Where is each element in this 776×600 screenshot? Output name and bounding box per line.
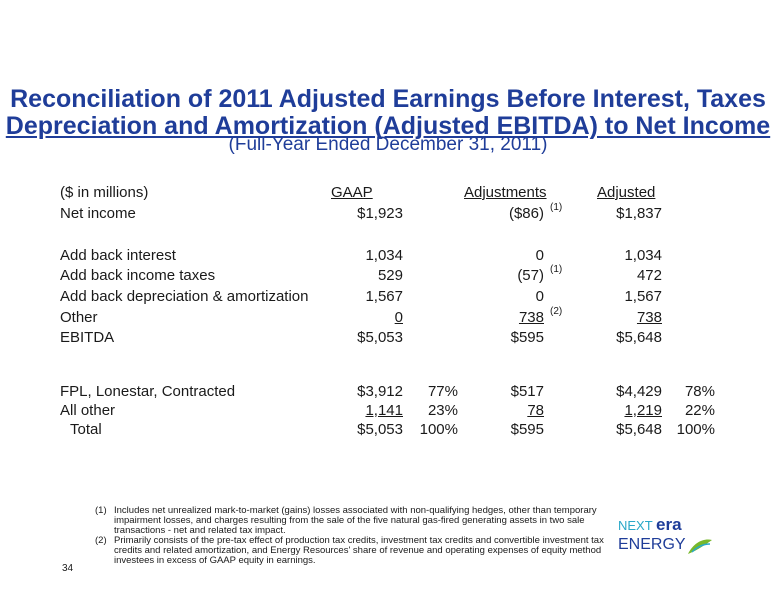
units-label: ($ in millions)	[60, 184, 149, 201]
segment-gaap-pct: 77%	[427, 383, 458, 400]
row-label: Add back depreciation & amortization	[60, 288, 309, 305]
segment-adjustment-value: $595	[510, 421, 544, 438]
adjustment-value: 738	[518, 309, 544, 326]
page-title-line2: Depreciation and Amortization (Adjusted EBITDA) to Net Income	[5, 112, 771, 140]
adjusted-value: 472	[636, 267, 662, 284]
footnote-ref: (2)	[550, 306, 563, 317]
adjusted-value: $5,648	[616, 329, 662, 346]
leaf-icon	[688, 540, 712, 554]
segment-adjusted-pct: 22%	[684, 402, 715, 419]
segment-label: Total	[70, 421, 102, 438]
row-label: Other	[60, 309, 98, 326]
gaap-value: $5,053	[357, 329, 403, 346]
gaap-value: 1,034	[365, 247, 403, 264]
gaap-value: 529	[377, 267, 403, 284]
adjustment-value: (57)	[517, 267, 544, 284]
adjusted-header: Adjusted	[597, 184, 656, 201]
segment-adjusted-value: $5,648	[616, 421, 662, 438]
gaap-value: $1,923	[357, 205, 403, 222]
adjustment-value: $595	[510, 329, 544, 346]
row-label: Add back income taxes	[60, 267, 216, 284]
nextera-energy-logo	[618, 514, 713, 558]
footnote-2-line: investees in excess of GAAP equity in earnings.	[114, 555, 316, 566]
row-label: Net income	[60, 205, 136, 222]
segment-adjusted-pct: 100%	[676, 421, 715, 438]
row-label: EBITDA	[60, 329, 115, 346]
adjusted-value: 738	[636, 309, 662, 326]
adjusted-value: $1,837	[616, 205, 662, 222]
segment-gaap-value: 1,141	[365, 402, 403, 419]
segment-adjusted-value: $4,429	[616, 383, 662, 400]
footnote-1-line: transactions - net and related tax impact.	[114, 525, 286, 536]
gaap-header: GAAP	[331, 184, 373, 201]
segment-gaap-pct: 100%	[419, 421, 458, 438]
footnote-2-line: Primarily consists of the pre-tax effect of production tax credits, investment tax credits and convertible investment tax	[114, 535, 604, 546]
logo-energy-text: ENERGY	[618, 536, 686, 553]
footnote-2-marker: (2)	[95, 535, 107, 546]
row-label: Add back interest	[60, 247, 176, 264]
segment-label: All other	[60, 402, 116, 419]
gaap-value: 1,567	[365, 288, 403, 305]
logo-era-text: era	[656, 515, 682, 534]
adjustment-value: 0	[535, 247, 544, 264]
logo-next-text: NEXT	[618, 518, 653, 533]
adjustment-value: 0	[535, 288, 544, 305]
segment-gaap-pct: 23%	[427, 402, 458, 419]
page-subtitle: (Full-Year Ended December 31, 2011)	[228, 134, 548, 155]
segment-adjusted-pct: 78%	[684, 383, 715, 400]
segment-label: FPL, Lonestar, Contracted	[60, 383, 236, 400]
footnote-1-line: impairment losses, and charges resulting from the sale of the five natural gas-fired generating assets in two sale	[114, 515, 585, 526]
footnote-ref: (1)	[550, 202, 563, 213]
adjusted-value: 1,034	[624, 247, 662, 264]
footnote-ref: (1)	[550, 264, 563, 275]
segment-gaap-value: $5,053	[357, 421, 403, 438]
gaap-value: 0	[394, 309, 403, 326]
segment-adjustment-value: 78	[527, 402, 544, 419]
page-title-line1: Reconciliation of 2011 Adjusted Earnings Before Interest, Taxes	[10, 85, 766, 113]
adjustments-header: Adjustments	[464, 184, 547, 201]
page-number: 34	[62, 563, 74, 574]
adjusted-value: 1,567	[624, 288, 662, 305]
segment-gaap-value: $3,912	[357, 383, 403, 400]
segment-adjustment-value: $517	[510, 383, 544, 400]
footnote-2-line: credits and related amortization, and Energy Resources' share of revenue and operating expenses of equity method	[114, 545, 602, 556]
segment-adjusted-value: 1,219	[624, 402, 662, 419]
footnote-1-line: Includes net unrealized mark-to-market (gains) losses associated with non-qualifying hedges, other than temporary	[114, 505, 597, 516]
adjustment-value: ($86)	[508, 205, 544, 222]
footnote-1-marker: (1)	[95, 505, 107, 516]
